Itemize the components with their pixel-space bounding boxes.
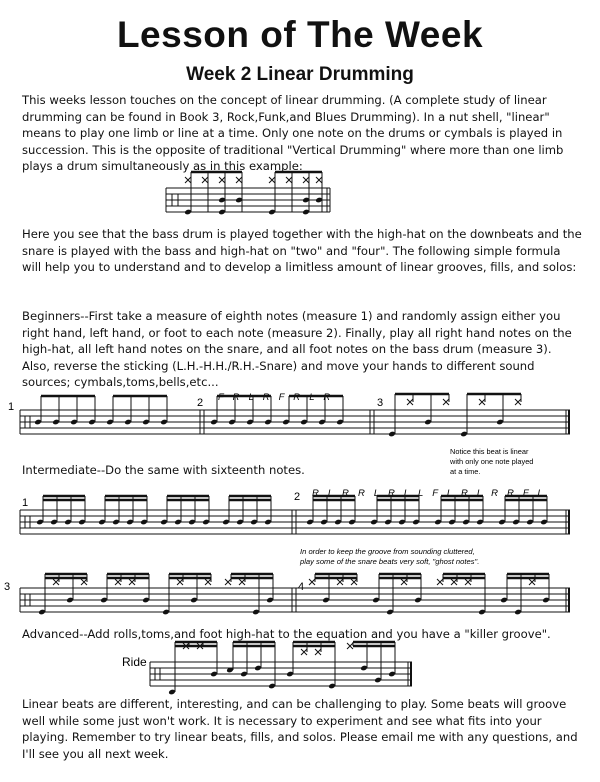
intermediate-staff-1 (0, 482, 600, 572)
linear-note-line-1: Notice this beat is linear (450, 447, 529, 456)
page-title: Lesson of The Week (116, 14, 484, 55)
int-measure-2-number: 2 (294, 491, 301, 503)
advanced-paragraph: Advanced--Add rolls,toms,and foot high-hat to the equation and you have a "killer groove". (22, 627, 551, 641)
ride-label: Ride (122, 655, 147, 669)
measure-1-number: 1 (8, 401, 15, 413)
advanced-staff (0, 640, 600, 698)
beginners-paragraph: Beginners--First take a measure of eighth notes (measure 1) and randomly assign either you right hand, left hand, or foot to each note (measure 2). Finally, play all right hand notes on the high-hat, all left hand notes on the snare, and all foot notes on the bass drum (measure 3). Also, reverse the sticking (L.H.-H.H./R.H.-Snare) and move your hands to different sound sources; cymbals,toms,bells,etc... (22, 309, 572, 390)
page-subtitle: Week 2 Linear Drumming (186, 64, 414, 85)
vertical-drumming-example (0, 168, 600, 226)
intro-paragraph: This weeks lesson touches on the concept of linear drumming. (A complete study of linear drumming can be found in Book 3, Rock,Funk,and Blues Drumming). In a nut shell, "linear" means to play one limb or line at a time. Only one note on the drums or cymbals is played in succession. This is the opposite of traditional "Vertical Drumming" where more than one limb plays a drum simultaneously as in this example: (22, 93, 564, 174)
linear-note-line-2: with only one note played (450, 457, 534, 466)
int-measure-4-number: 4 (298, 581, 305, 593)
int-sticking-pattern: R L R R L R L L F L R L R R F L (312, 488, 547, 499)
ghost-note-line-1: In order to keep the groove from sounding cluttered, (300, 547, 475, 556)
sticking-pattern: F R L R F R L R (218, 392, 334, 403)
intermediate-staff-2 (0, 572, 600, 624)
closing-paragraph: Linear beats are different, interesting, and can be challenging to play. Some beats will groove well while some just won't work. It is necessary to experiment and see what fits into your playing. Remember to try linear beats, fills, and solos. Please email me with any questions, and I'll see you all next week. (22, 697, 578, 761)
int-measure-1-number: 1 (22, 497, 29, 509)
intermediate-paragraph: Intermediate--Do the same with sixteenth notes. (22, 463, 305, 477)
int-measure-3-number: 3 (4, 581, 11, 593)
linear-note-line-3: at a time. (450, 467, 481, 476)
ghost-note-line-2: play some of the snare beats very soft, "ghost notes". (300, 557, 480, 566)
measure-3-number: 3 (377, 397, 384, 409)
explanation-paragraph: Here you see that the bass drum is played together with the high-hat on the downbeats and the snare is played with the bass and high-hat on "two" and "four". The following simple formula will help you to understand and to develop a limitless amount of linear grooves, fills, and solos: (22, 227, 582, 275)
measure-2-number: 2 (197, 397, 204, 409)
